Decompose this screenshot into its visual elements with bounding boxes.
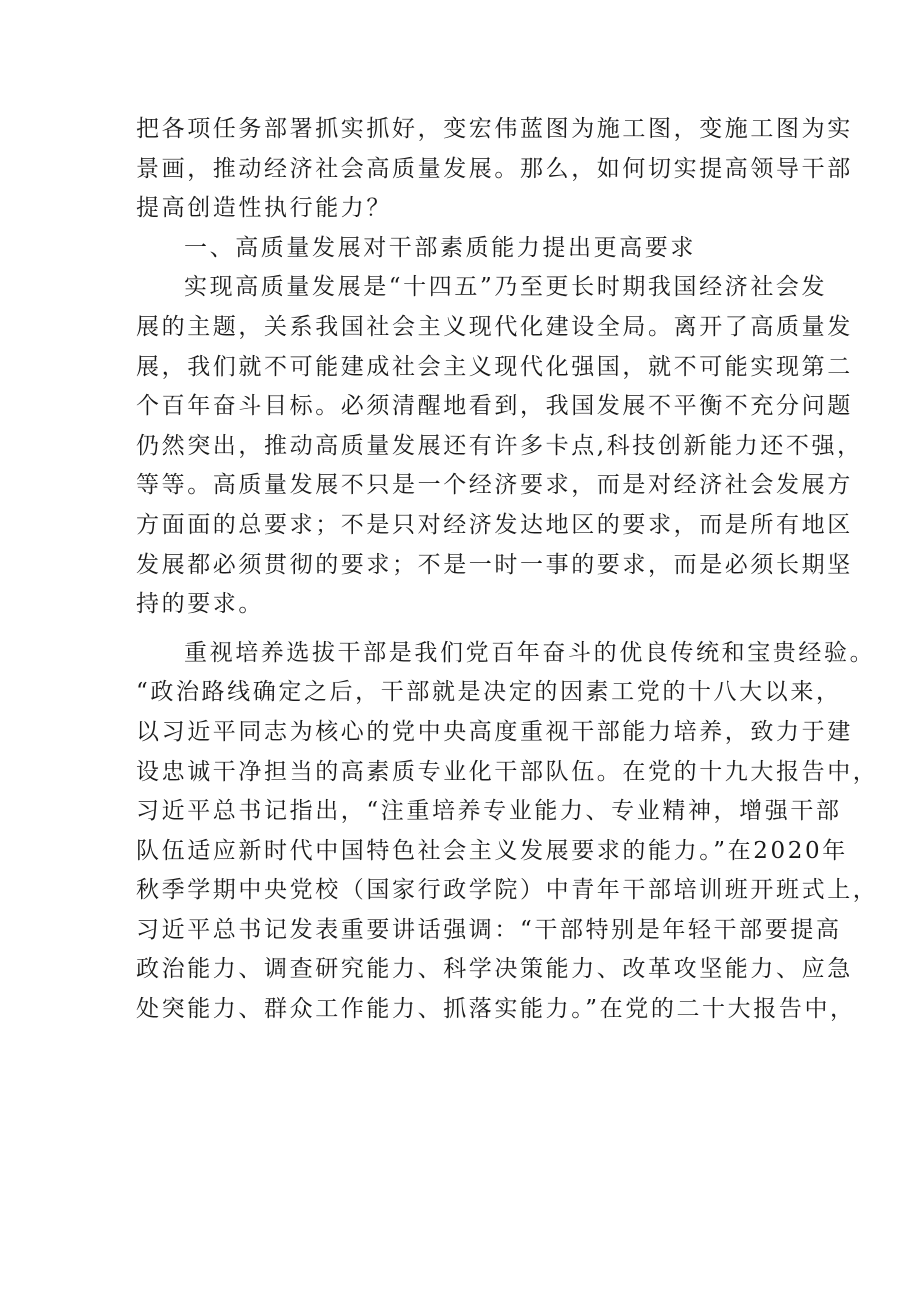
paragraph-2-line: 习近平总书记指出，“注重培养专业能力、专业精神，增强干部: [136, 798, 842, 825]
paragraph-1-line: 方面面的总要求；不是只对经济发达地区的要求，而是所有地区: [136, 511, 853, 538]
paragraph-1-line: 持的要求。: [136, 591, 264, 618]
paragraph-2-line: 习近平总书记发表重要讲话强调：“干部特别是年轻干部要提高: [136, 916, 842, 943]
paragraph-2-line: 队伍适应新时代中国特色社会主义发展要求的能力。”在2020年: [136, 837, 848, 864]
paragraph-2-line: 设忠诚干净担当的高素质专业化干部队伍。在党的十九大报告中，: [136, 758, 879, 785]
paragraph-2-line: 以习近平同志为核心的党中央高度重视干部能力培养，致力于建: [136, 718, 853, 745]
paragraph-spacer: [136, 625, 796, 634]
intro-line: 提高创造性执行能力？: [136, 195, 392, 222]
paragraph-2-line: 秋季学期中央党校（国家行政学院）中青年干部培训班开班式上，: [136, 877, 879, 904]
intro-line: 把各项任务部署抓实抓好，变宏伟蓝图为施工图，变施工图为实: [136, 116, 853, 142]
paragraph-1-line: 展的主题，关系我国社会主义现代化建设全局。离开了高质量发: [136, 313, 853, 340]
paragraph-1-line: 展，我们就不可能建成社会主义现代化强国，就不可能实现第二: [136, 353, 853, 380]
intro-line: 景画，推动经济社会高质量发展。那么，如何切实提高领导干部: [136, 155, 853, 182]
paragraph-2-line: 政治能力、调查研究能力、科学决策能力、改革攻坚能力、应急: [136, 956, 853, 983]
paragraph-2-line: “政治路线确定之后，干部就是决定的因素工党的十八大以来，: [136, 679, 842, 706]
paragraph-1-line: 发展都必须贯彻的要求；不是一时一事的要求，而是必须长期坚: [136, 551, 853, 578]
paragraph-1-line: 实现高质量发展是“十四五”乃至更长时期我国经济社会发: [184, 274, 828, 301]
section-heading: 一、高质量发展对干部素质能力提出更高要求: [184, 234, 696, 261]
paragraph-1-line: 个百年奋斗目标。必须清醒地看到，我国发展不平衡不充分问题: [136, 393, 853, 420]
paragraph-1-line: 仍然突出，推动高质量发展还有许多卡点,科技创新能力还不强，: [136, 432, 863, 459]
paragraph-1-line: 等等。高质量发展不只是一个经济要求，而是对经济社会发展方: [136, 472, 853, 499]
document-body: [136, 110, 879, 1030]
paragraph-2-line: 重视培养选拔干部是我们党百年奋斗的优良传统和宝贵经验。: [184, 639, 876, 666]
paragraph-2-line: 处突能力、群众工作能力、抓落实能力。”在党的二十大报告中，: [136, 996, 856, 1023]
